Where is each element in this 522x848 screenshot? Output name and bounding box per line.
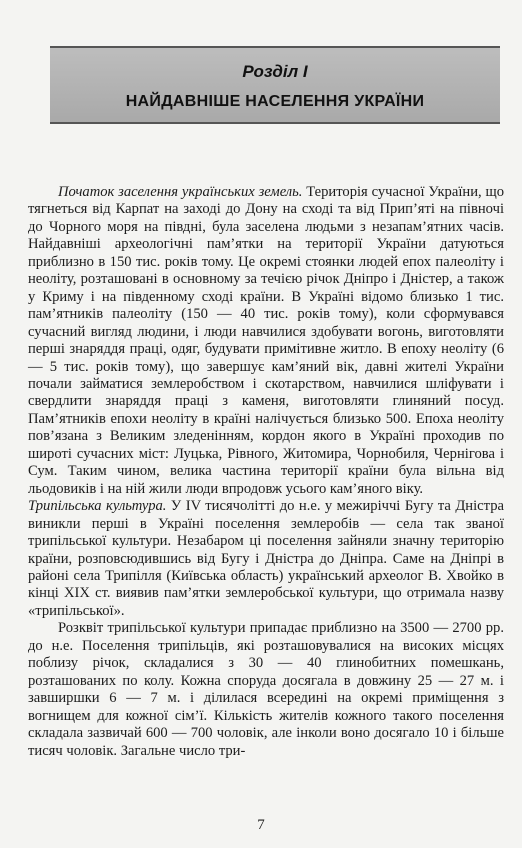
chapter-title: НАЙДАВНІШЕ НАСЕЛЕННЯ УКРАЇНИ [125,93,425,110]
section-heading-early-settlement: Початок заселення українських земель. [58,184,303,200]
paragraph-early-settlement [28,184,504,498]
section-text-trypillia: У IV тисячолітті до н.е. у межиріччі Бугу та Дністра виникли перші в Україні поселення землеробів — села так званої трипільської культури. Незабаром ці поселення зайняли значну територію країни, розповсюдившись від Бугу і Дністра до Дніпра. Саме на Дніпрі в районі села Трипілля (Київська область) український археолог В. Хвойко в кінці XIX ст. виявив пам’ятки землеробської культури, що отримала назву «трипільської». [28,498,504,619]
chapter-banner [50,46,500,124]
paragraph-trypillia [28,498,504,620]
chapter-label: Розділ I [242,62,308,81]
body-text [28,184,504,760]
page-number: 7 [257,817,265,833]
section-heading-trypillia: Трипільська культура. [28,498,167,515]
section-text-early-settlement: Територія сучасної України, що тягнеться від Карпат на заході до Дону на сході та від Прип’яті на півночі до Чорного моря на півдні, була заселена людьми з незапам’ятних часів. Найдавніші археологічні пам’ятки на території України датуються приблизно в 150 тис. років тому. Це окремі стоянки людей епох палеоліту і неоліту, розташовані в основному за течією річок Дніпро і Дністер, а також у Криму і на південному сході країни. В Україні відомо близько 1 тис. пам’ятників палеоліту (150 — 40 тис. років тому), коли сформувався сучасний вигляд людини, і люди навчилися здобувати вогонь, виготовляти перші знаряддя праці, одяг, будувати примітивне житло. В епоху неоліту (6 — 5 тис. років тому), що завершує кам’яний вік, давні жителі України почали займатися землеробством і скотарством, навчилися шліфувати і свердлити знаряддя праці з каменя, виготовляти глиняний посуд. Пам’ятників епохи неоліту в країні налічується близько 500. Епоха неоліту пов’язана з Великим зледенінням, кордон якого в Україні проходив по широті сучасних міст: Луцька, Рівного, Житомира, Чорнобиля, Чернігова і Сум. Таким чином, велика частина території країни була вільна від льодовиків і на ній жили люди впродовж усього кам’яного віку. [28,184,504,497]
paragraph-trypillia-flourishing: Розквіт трипільської культури припадає приблизно на 3500 — 2700 рр. до н.е. Поселення трипільців, які розташовувалися на високих місцях поблизу річок, складалися з 30 — 40 глинобитних помешкань, розташованих по колу. Кожна споруда досягала в довжину 25 — 27 м. і завширшки 6 — 7 м. і ділилася всередині на окремі приміщення з вогнищем для кожної сім’ї. Кількість жителів кожного такого поселення складала зазвичай 600 — 700 чоловік, але інколи воно досягало 10 і більше тисяч чоловік. Загальне число три- [28,620,504,759]
